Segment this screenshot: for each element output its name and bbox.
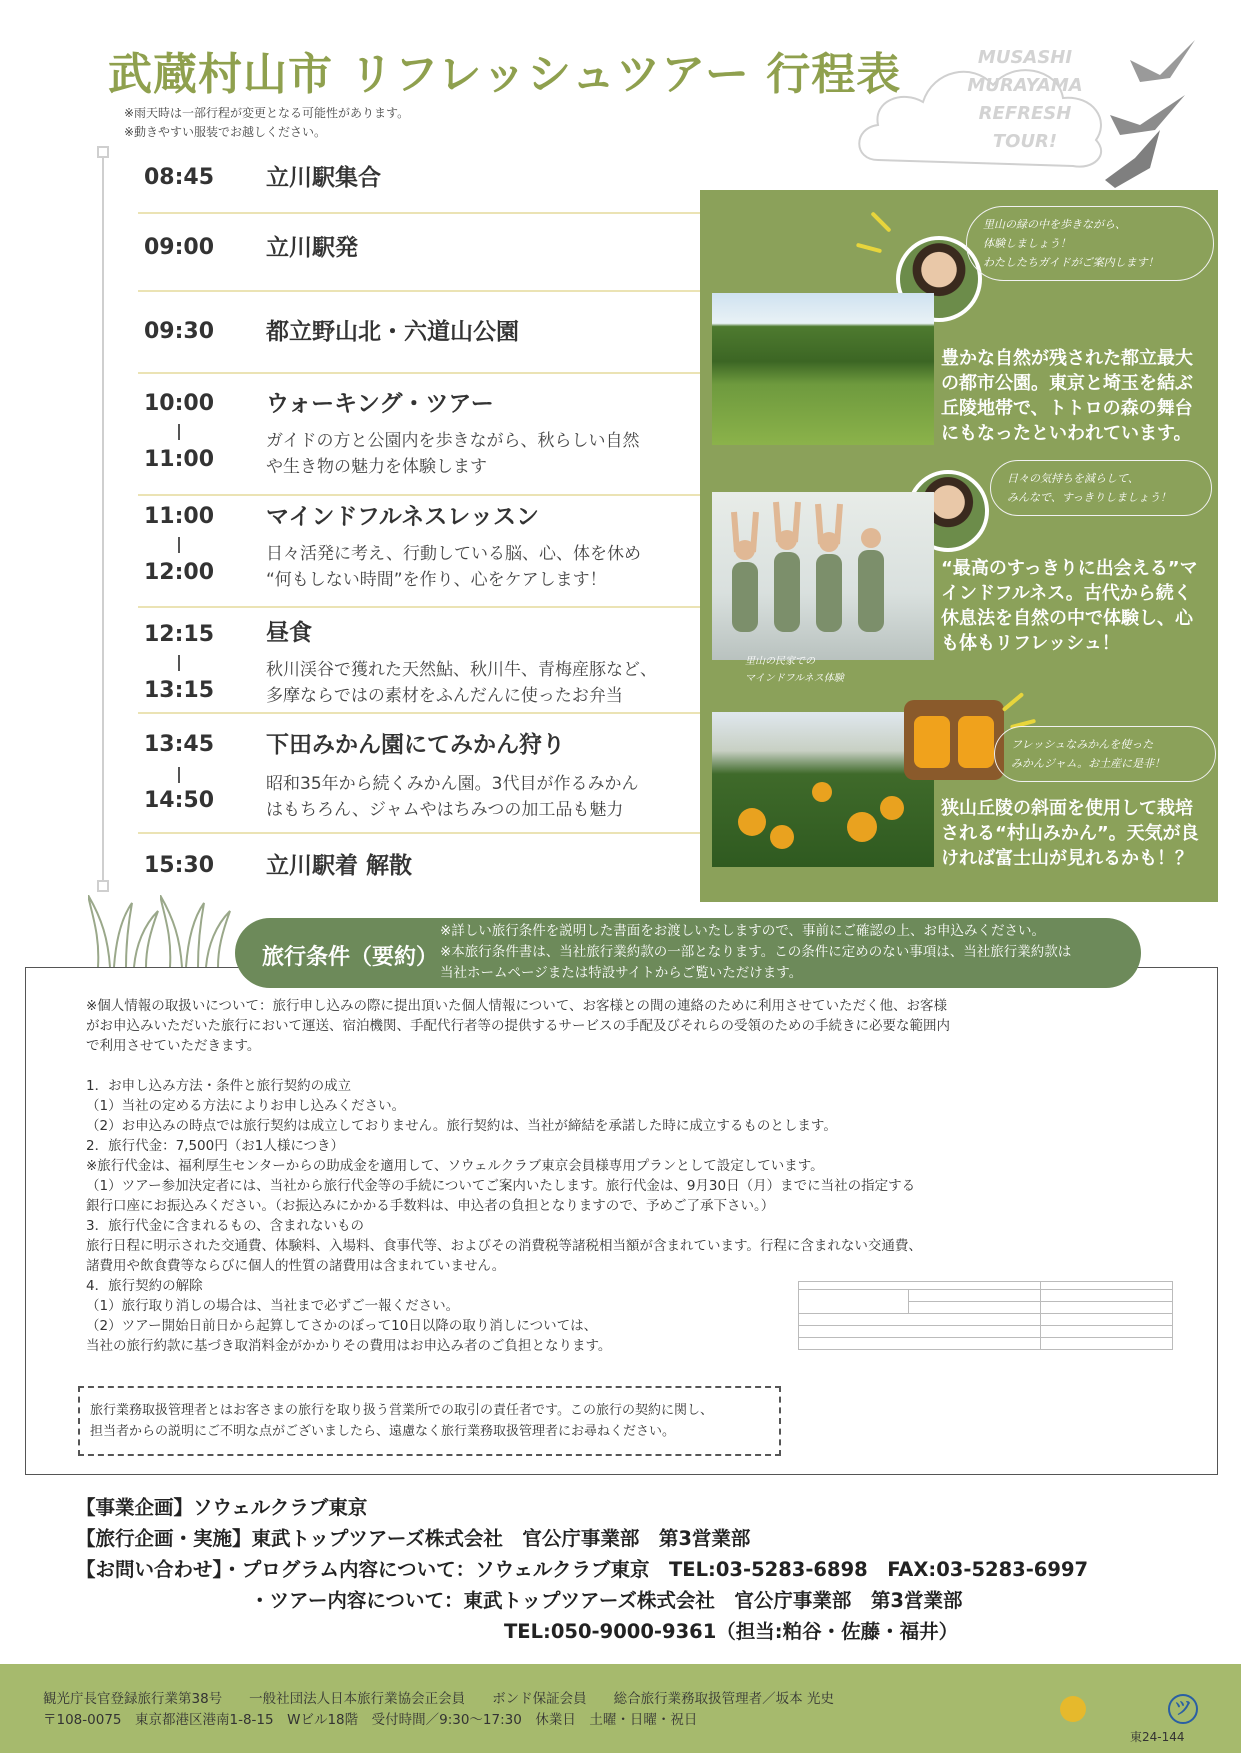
time-range-tick — [178, 537, 180, 553]
cancellation-fee-table — [798, 1281, 1173, 1381]
time-start: 15:30 — [144, 853, 215, 878]
schedule-label: 都立野山北・六道山公園 — [266, 319, 519, 345]
bond-seal-icon — [1060, 1696, 1086, 1722]
timeline-line — [102, 150, 104, 888]
time-start: 09:00 — [144, 235, 215, 260]
divider — [138, 712, 700, 714]
yoga-photo — [712, 492, 934, 660]
schedule-desc: 昭和35年から続くみかん園。3代目が作るみかん — [266, 774, 639, 794]
schedule-label: 立川駅着 解散 — [266, 853, 413, 879]
schedule-label: 下田みかん園にてみかん狩り — [266, 732, 565, 758]
birds-icon — [1100, 30, 1220, 190]
conditions-note: ※詳しい旅行条件を説明した書面をお渡しいたしますので、事前にご確認の上、お申込みください。 ※本旅行条件書は、当社旅行業約款の一部となります。この条件に定めのない事項は、当社旅行業約款は 当社ホームページまたは特設サイトからご覧いただけます。 — [440, 923, 1072, 981]
mindfulness-description: “最高のすっきりに出会える”マ インドフルネス。古代から続く 休息法を自然の中で体験し、心 も体もリフレッシュ！ — [941, 558, 1198, 654]
time-range-tick — [178, 767, 180, 783]
jam-jar — [914, 716, 950, 768]
conditions-body: ※個人情報の取扱いについて：旅行申し込みの際に提出頂いた個人情報について、お客様との間の連絡のために利用させていただく他、お客様 がお申込みいただいた旅行において運送、宿泊機関、手配代行者等の提供するサービスの手配及びそれらの受領のための手続きに必要な範囲内 で利用させていただきます。 1．お申し込み方法・条件と旅行契約の成立 （1）当社の定める方法によりお申し込みください。 （2）お申込みの時点では旅行契約は成立しておりません。旅行契約は、当社が締結を承諾した時に成立するものとします。 2．旅行代金：7,500円（お1人様につき） ※旅行代金は、福利厚生センターからの助成金を適用して、ソウェルクラブ東京会員様専用プランとして設定しています。 （1）ツアー参加決定者には、当社から旅行代金等の手続についてご案内いたします。旅行代金は、9月30日（月）までに当社の指定する 銀行口座にお振込みください。（お振込みにかかる手数料は、申込者の負担となりますので、予めご了承下さい。） 3．旅行代金に含まれるもの、含まれないもの 旅行日程に明示された交通費、体験料、入場料、食事代等、およびその消費税等諸税相当額が含まれています。行程に含まれない交通費、 諸費用や飲食費等ならびに個人的性質の諸費用は含まれていません。 4．旅行契約の解除 （1）旅行取り消しの場合は、当社まで必ずご一報ください。 （2）ツアー開始日前日から起算してさかのぼって10日以降の取り消しについては、 当社の旅行約款に基づき取消料金がかかりその費用はお申込み者のご負担となります。 — [86, 998, 950, 1354]
yoga-people-illustration — [712, 492, 934, 660]
schedule-desc: 秋川渓谷で獲れた天然鮎、秋川牛、青梅産豚など、 — [266, 660, 657, 680]
time-range-tick — [178, 424, 180, 440]
mikan-photo — [712, 712, 934, 867]
yoga-caption: 里山の民家での マインドフルネス体験 — [745, 656, 844, 684]
time-start: 12:15 — [144, 622, 215, 647]
inquiry-phone-line: TEL:050-9000-9361（担当:粕谷・佐藤・福井） — [504, 1620, 959, 1643]
note-rain: ※雨天時は一部行程が変更となる可能性があります。 — [124, 106, 410, 120]
mikan-fruit-illustration — [712, 712, 934, 867]
time-end: 11:00 — [144, 447, 215, 472]
time-start: 10:00 — [144, 391, 215, 416]
schedule-label: ウォーキング・ツアー — [266, 391, 494, 417]
divider — [138, 290, 700, 292]
divider — [138, 212, 700, 214]
timeline-end-cap — [97, 880, 109, 892]
divider — [138, 832, 700, 834]
organizer-line: 【旅行企画・実施】東武トップツアーズ株式会社 官公庁事業部 第3営業部 — [76, 1527, 751, 1550]
time-start: 08:45 — [144, 165, 215, 190]
time-end: 12:00 — [144, 560, 215, 585]
jam-jar — [958, 716, 994, 768]
timeline-start-cap — [97, 146, 109, 158]
schedule-desc: 日々活発に考え、行動している脳、心、体を休め — [266, 544, 642, 564]
footer-registration: 観光庁長官登録旅行業第38号 一般社団法人日本旅行業協会正会員 ボンド保証会員 総合旅行業務取扱管理者／坂本 光史 — [43, 1691, 834, 1707]
schedule-label: 立川駅発 — [266, 235, 358, 261]
contact-info — [76, 1492, 1088, 1647]
conditions-title: 旅行条件（要約） — [262, 945, 439, 970]
note-clothing: ※動きやすい服装でお越しください。 — [124, 125, 327, 139]
time-end: 14:50 — [144, 788, 215, 813]
inquiry-tour-line: ・ツアー内容について：東武トップツアーズ株式会社 官公庁事業部 第3営業部 — [250, 1589, 963, 1612]
company-logo-icon: ツ — [1168, 1694, 1198, 1724]
schedule-label: 昼食 — [266, 620, 312, 646]
divider — [138, 606, 700, 608]
park-description: 豊かな自然が残された都立最大 の都市公園。東京と埼玉を結ぶ 丘陵地帯で、トトロの森の舞台 にもなったといわれています。 — [941, 348, 1193, 444]
divider — [138, 494, 700, 496]
notes — [124, 104, 409, 142]
time-start: 13:45 — [144, 732, 215, 757]
jam-jars-photo — [904, 700, 1004, 780]
schedule-label: 立川駅集合 — [266, 165, 381, 191]
speech-bubble-jam: フレッシュなみかんを使った みかんジャム。お土産に是非！ — [994, 726, 1216, 782]
inquiry-line: 【お問い合わせ】・プログラム内容について：ソウェルクラブ東京 TEL:03-5283-6898 FAX:03-5283-6997 — [76, 1558, 1089, 1581]
footer-address: 〒108-0075 東京都港区港南1-8-15 Wビル18階 受付時間／9:30～17:30 休業日 土曜・日曜・祝日 — [43, 1712, 698, 1728]
footer-text — [43, 1689, 834, 1731]
speech-bubble-guide: 里山の緑の中を歩きながら、 体験しましょう！ わたしたちガイドがご案内します！ — [966, 206, 1214, 281]
cloud-text: MUSASHI MURAYAMA REFRESH TOUR! — [967, 47, 1083, 152]
speech-bubble-instructor: 日々の気持ちを減らして、 みんなで、すっきりしましょう！ — [990, 460, 1212, 516]
schedule-desc: ガイドの方と公園内を歩きながら、秋らしい自然 — [266, 431, 640, 451]
schedule-desc: “何もしない時間”を作り、心をケアします！ — [266, 570, 607, 590]
schedule-desc: 多摩ならではの素材をふんだんに使ったお弁当 — [266, 686, 623, 706]
time-start: 11:00 — [144, 504, 215, 529]
schedule-desc: や生き物の魅力を体験します — [266, 457, 487, 477]
divider — [138, 372, 700, 374]
time-end: 13:15 — [144, 678, 215, 703]
time-range-tick — [178, 655, 180, 671]
schedule-label: マインドフルネスレッスン — [266, 504, 540, 530]
schedule-desc: はもちろん、ジャムやはちみつの加工品も魅力 — [266, 800, 624, 820]
park-photo — [712, 293, 934, 445]
planner-line: 【事業企画】ソウェルクラブ東京 — [76, 1496, 368, 1519]
mikan-description: 狭山丘陵の斜面を使用して栽培 される“村山みかん”。天気が良 ければ富士山が見れるかも！？ — [941, 798, 1199, 869]
manager-note-box: 旅行業務取扱管理者とはお客さまの旅行を取り扱う営業所での取引の責任者です。この旅行の契約に関し、 担当者からの説明にご不明な点がございましたら、遠慮なく旅行業務取扱管理者にお尋ねください。 — [78, 1386, 781, 1456]
page-title: 武蔵村山市 リフレッシュツアー 行程表 — [108, 49, 902, 100]
time-start: 09:30 — [144, 319, 215, 344]
document-code: 東24-144 — [1130, 1730, 1185, 1744]
